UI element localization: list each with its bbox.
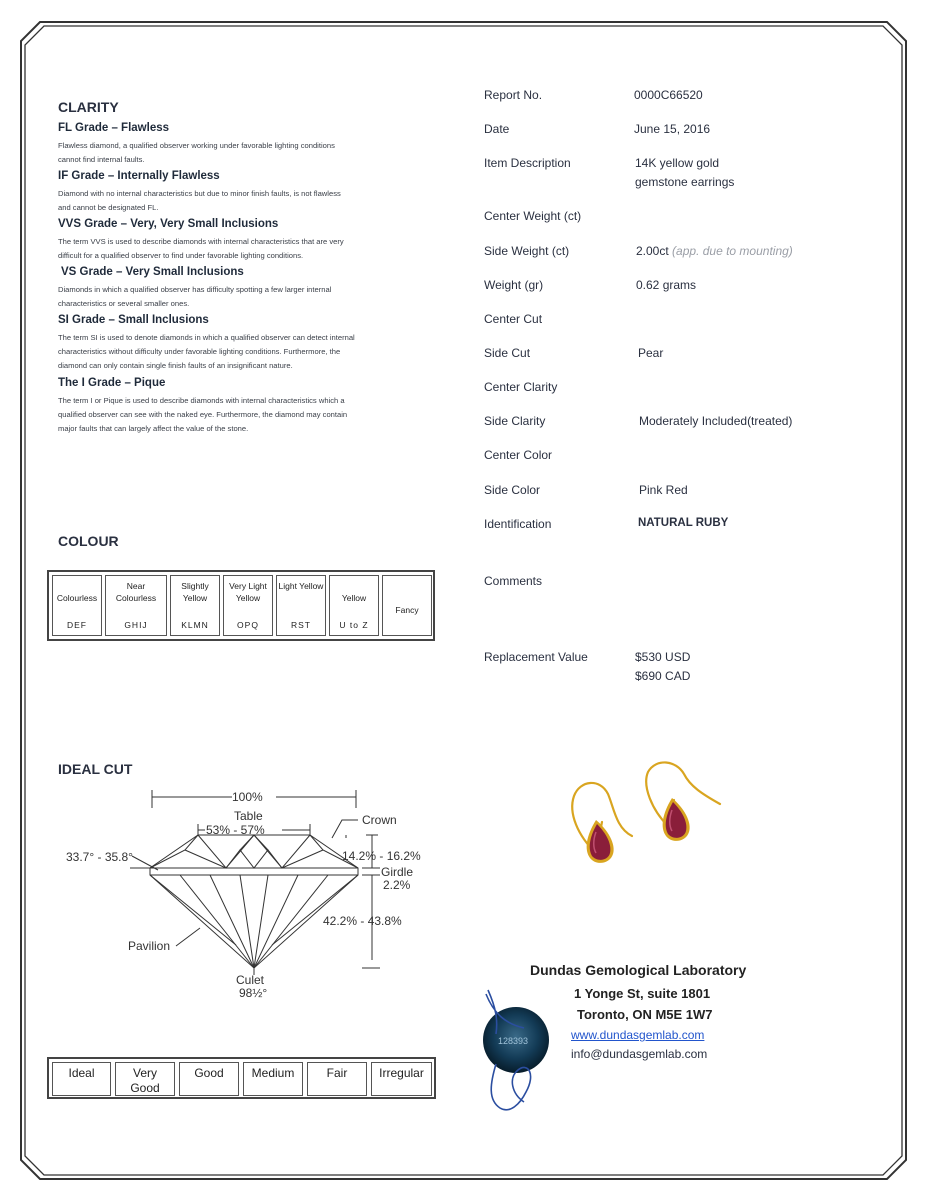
diagram-crown-height: 14.2% - 16.2%: [342, 849, 421, 863]
center-weight-label: Center Weight (ct): [484, 209, 582, 223]
item-description-value: 14K yellow gold: [635, 156, 720, 170]
clarity-grade-vvs: [58, 218, 428, 263]
center-color-label: Center Color: [484, 448, 553, 462]
cut-grade-irregular: Irregular: [371, 1062, 432, 1096]
colour-cell-top: Near Colourless: [115, 581, 157, 603]
diagram-crown-label: Crown: [362, 813, 397, 827]
grade-desc-line: characteristics or several smaller ones.: [58, 299, 190, 308]
replacement-value-usd: $530 USD: [635, 650, 691, 664]
colour-cell-top: Very Light Yellow: [229, 581, 267, 603]
side-cut-label: Side Cut: [484, 346, 531, 360]
colour-cell-bottom: OPQ: [237, 620, 259, 630]
seal-number: 128393: [498, 1036, 529, 1046]
lab-address-line2: Toronto, ON M5E 1W7: [577, 1007, 713, 1022]
colour-cell-top: Slightly Yellow: [181, 581, 209, 603]
grade-desc-line: Diamonds in which a qualified observer has difficulty spotting a few larger internal: [58, 285, 332, 294]
cut-grade-fair: Fair: [307, 1062, 367, 1096]
earrings-photo: [560, 758, 730, 893]
diagram-pavilion-depth: 42.2% - 43.8%: [323, 914, 402, 928]
clarity-grade-list: [58, 122, 428, 167]
colour-cell-bottom: RST: [291, 620, 311, 630]
grade-title: VVS Grade – Very, Very Small Inclusions: [58, 218, 279, 230]
grade-title: The I Grade – Pique: [58, 377, 166, 389]
comments-label: Comments: [484, 574, 543, 588]
colour-cell-light-yellow: [276, 575, 326, 636]
cut-grade-table: [47, 1057, 436, 1099]
grade-desc-line: characteristics without difficulty under favorable lighting conditions. Furthermore, the: [58, 347, 341, 356]
grade-desc-line: Flawless diamond, a qualified observer working under favorable lighting conditions: [58, 141, 335, 150]
report-no-value: 0000C66520: [634, 88, 703, 102]
grade-desc-line: The term I or Pique is used to describe diamonds with internal characteristics which a: [58, 396, 345, 405]
diagram-girdle-label: Girdle: [381, 865, 414, 879]
grade-desc-line: diamond can only contain single finish faults of an insignificant nature.: [58, 361, 293, 370]
colour-cell-top: Fancy: [395, 605, 419, 615]
grade-desc-line: difficult for a qualified observer to find under favorable lighting conditions.: [58, 251, 304, 260]
colour-cell-bottom: GHIJ: [124, 620, 148, 630]
colour-cell-fancy: [382, 575, 432, 636]
diagram-width-label: 100%: [232, 790, 263, 804]
clarity-grade-vs: [58, 266, 431, 311]
clarity-grade-fl: [58, 122, 428, 167]
side-weight-amount: 2.00ct: [636, 244, 669, 258]
identification-label: Identification: [484, 517, 552, 531]
ruby-stone-left: [587, 820, 614, 863]
lab-name: Dundas Gemological Laboratory: [530, 962, 747, 978]
center-cut-label: Center Cut: [484, 312, 543, 326]
cut-grade-good: Good: [179, 1062, 239, 1096]
weight-label: Weight (gr): [484, 278, 544, 292]
cut-grade-very-good: Very Good: [115, 1062, 175, 1096]
clarity-grade-i: [58, 377, 428, 436]
colour-cell-top: Light Yellow: [278, 581, 324, 591]
cut-grade-medium: Medium: [243, 1062, 303, 1096]
lab-email: info@dundasgemlab.com: [571, 1047, 708, 1061]
diagram-table-label: Table: [234, 809, 263, 823]
grade-title: SI Grade – Small Inclusions: [58, 314, 209, 326]
clarity-grade-if: [58, 170, 428, 215]
date-label: Date: [484, 122, 510, 136]
grade-title: VS Grade – Very Small Inclusions: [61, 266, 244, 278]
clarity-heading: CLARITY: [58, 99, 119, 115]
grade-desc-line: major faults that can largely affect the value of the stone.: [58, 424, 249, 433]
grade-desc-line: Diamond with no internal characteristics but due to minor finish faults, is not flawless: [58, 189, 341, 198]
item-description-value-line2: gemstone earrings: [635, 175, 735, 189]
side-clarity-label: Side Clarity: [484, 414, 546, 428]
colour-cell-top: Colourless: [56, 593, 98, 603]
colour-cell-near-colourless: [105, 575, 167, 636]
colour-cell-bottom: U to Z: [339, 620, 369, 630]
clarity-grade-si: [58, 314, 428, 373]
side-weight-label: Side Weight (ct): [484, 244, 570, 258]
colour-cell-colourless: [52, 575, 102, 636]
center-clarity-label: Center Clarity: [484, 380, 558, 394]
grade-desc-line: qualified observer can see with the naked eye. Furthermore, the diamond may contain: [58, 410, 348, 419]
colour-cell-bottom: DEF: [67, 620, 87, 630]
diagram-culet-angle: 98½°: [239, 986, 268, 1000]
colour-cell-bottom: KLMN: [181, 620, 209, 630]
report-no-label: Report No.: [484, 88, 543, 102]
ruby-stone-right: [663, 798, 690, 841]
diagram-girdle-value: 2.2%: [383, 878, 411, 892]
hologram-seal-signature: [466, 984, 556, 1119]
colour-cell-very-light-yellow: [223, 575, 273, 636]
side-weight-note: (app. due to mounting): [672, 244, 793, 258]
replacement-value-cad: $690 CAD: [635, 669, 691, 683]
grade-title: IF Grade – Internally Flawless: [58, 170, 220, 182]
colour-cell-slightly-yellow: [170, 575, 220, 636]
identification-value: NATURAL RUBY: [638, 517, 729, 529]
date-value: June 15, 2016: [634, 122, 711, 136]
item-description-label: Item Description: [484, 156, 571, 170]
ideal-cut-heading: IDEAL CUT: [58, 761, 133, 777]
lab-address-line1: 1 Yonge St, suite 1801: [574, 986, 711, 1001]
grade-desc-line: and cannot be designated FL.: [58, 203, 159, 212]
side-color-value: Pink Red: [639, 483, 688, 497]
grade-desc-line: The term VVS is used to describe diamonds with internal characteristics that are very: [58, 237, 344, 246]
diagram-table-range: 53% - 57%: [206, 823, 265, 837]
side-clarity-value: Moderately Included(treated): [639, 414, 793, 428]
grade-desc-line: The term SI is used to denote diamonds in which a qualified observer can detect internal: [58, 333, 355, 342]
colour-scale-table: [47, 570, 435, 641]
colour-heading: COLOUR: [58, 533, 119, 549]
replacement-value-label: Replacement Value: [484, 650, 588, 664]
colour-cell-top: Yellow: [341, 593, 367, 603]
weight-value: 0.62 grams: [636, 278, 697, 292]
cut-grade-ideal: Ideal: [52, 1062, 111, 1096]
diagram-culet-label: Culet: [236, 973, 265, 987]
grade-desc-line: cannot find internal faults.: [58, 155, 145, 164]
lab-website-link[interactable]: www.dundasgemlab.com: [571, 1028, 705, 1042]
side-cut-value: Pear: [638, 346, 664, 360]
diagram-pavilion-label: Pavilion: [128, 939, 171, 953]
side-color-label: Side Color: [484, 483, 541, 497]
side-weight-value: [636, 244, 793, 258]
diagram-crown-angle: 33.7° - 35.8°: [66, 850, 133, 864]
colour-cell-yellow: [329, 575, 379, 636]
grade-title: FL Grade – Flawless: [58, 122, 170, 134]
